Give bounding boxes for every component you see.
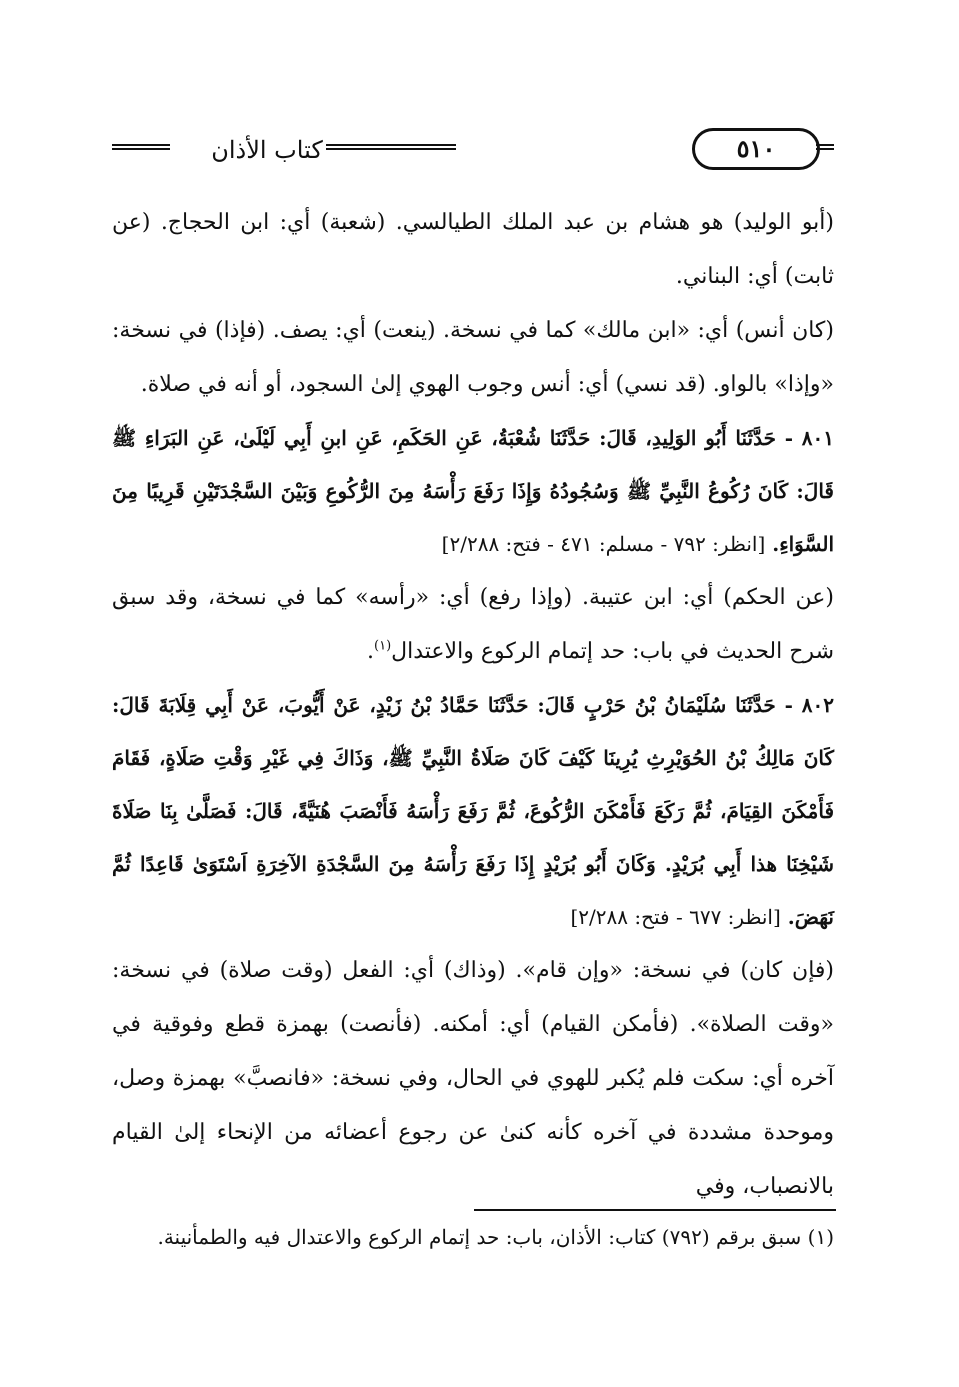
commentary-paragraph (112, 571, 834, 679)
hadith-text: ٨٠١ - حَدَّثَنَا أَبُو الوَلِيدِ، قَالَ: حَدَّثَنَا شُعْبَةُ، عَنِ الحَكَمِ، عَنِ ابنِ أَبِي لَيْلَىٰ، عَنِ البَرَاءِ ﷺ قَالَ: كَانَ رُكُوعُ النَّبِيِّ ﷺ وَسُجُودُهُ وَإِذَا رَفَعَ رَأْسَهُ مِنَ الرُّكُوعِ وَبَيْنَ السَّجْدَتَيْنِ قَرِيبًا مِنَ السَّوَاءِ. (112, 426, 834, 556)
hadith-reference: [انظر: ٦٧٧ - فتح: ٢/٢٨٨] (570, 905, 781, 929)
footnote-marker: (١) (374, 638, 392, 654)
hadith-reference: [انظر: ٧٩٢ - مسلم: ٤٧١ - فتح: ٢/٢٨٨] (441, 532, 766, 556)
commentary-paragraph: (فإن كان) في نسخة: «وإن قام». (وذاك) أي: الفعل (وقت صلاة) في نسخة: «وقت الصلاة». (فأمكن القيام) أي: أمكنه. (فأنصت) بهمزة قطع وفوقية في آخره أي: سكت فلم يُكبر للهوي في الحال، وفي نسخة: «فانصبَّ» بهمزة وصل، وموحدة مشددة في آخره كأنه كنىٰ عن رجوع أعضائه من الإنحاء إلىٰ القيام بالانصباب، وفي (112, 958, 834, 1199)
footnote-separator (474, 1209, 836, 1211)
hadith-text: ٨٠٢ - حَدَّثَنَا سُلَيْمَانُ بْنُ حَرْبٍ قَالَ: حَدَّثَنَا حَمَّادُ بْنُ زَيْدٍ، عَنْ أَيُّوبَ، عَنْ أَبِي قِلَابَةَ قَالَ: كَانَ مَالِكُ بْنُ الحُوَيْرِثِ يُرِينَا كَيْفَ كَانَ صَلَاةُ النَّبِيِّ ﷺ، وَذَاكَ فِي غَيْرِ وَقْتِ صَلَاةٍ، فَقَامَ فَأَمْكَنَ القِيَامَ، ثُمَّ رَكَعَ فَأَمْكَنَ الرُّكُوعَ، ثُمَّ رَفَعَ رَأْسَهُ فَأَنْصَبَ هُنَيَّةً، قَالَ: فَصَلَّىٰ بِنَا صَلَاةَ شَيْخِنَا هذا أَبِي بُرَيْدٍ. وَكَانَ أَبُو بُرَيْدٍ إِذَا رَفَعَ رَأْسَهُ مِنَ السَّجْدَةِ الآخِرَةِ اَسْتَوَىٰ قَاعِدًا ثُمَّ نَهَضَ. (112, 693, 834, 929)
page-header (112, 128, 834, 172)
chapter-title: كتاب الأذان (211, 136, 323, 164)
page-body (112, 196, 834, 1214)
hadith-802 (112, 679, 834, 944)
commentary-paragraph: (كان أنس) أي: «ابن مالك» كما في نسخة. (ينعت) أي: يصف. (فإذا) في نسخة: «وإذا» بالواو. (قد نسي) أي: أنس وجوب الهوي إلىٰ السجود، أو أنه في صلاة. (112, 318, 834, 397)
page-number: ٥١٠ (692, 128, 820, 170)
hadith-801 (112, 412, 834, 571)
punctuation: . (367, 639, 374, 664)
commentary-paragraph: (أبو الوليد) هو هشام بن عبد الملك الطيالسي. (شعبة) أي: ابن الحجاج. (عن ثابت) أي: البناني. (112, 210, 834, 289)
header-rule-middle (326, 144, 456, 150)
footnote-text: (١) سبق برقم (٧٩٢) كتاب: الأذان، باب: حد إتمام الركوع والاعتدال فيه والطمأنينة. (157, 1225, 834, 1249)
commentary-text: (عن الحكم) أي: ابن عتيبة. (وإذا رفع) أي: «رأسه» كما في نسخة، وقد سبق شرح الحديث في باب: حد إتمام الركوع والاعتدال (112, 585, 834, 664)
header-rule-left (112, 144, 170, 150)
footnote (112, 1220, 834, 1254)
header-rule-right (816, 144, 834, 150)
